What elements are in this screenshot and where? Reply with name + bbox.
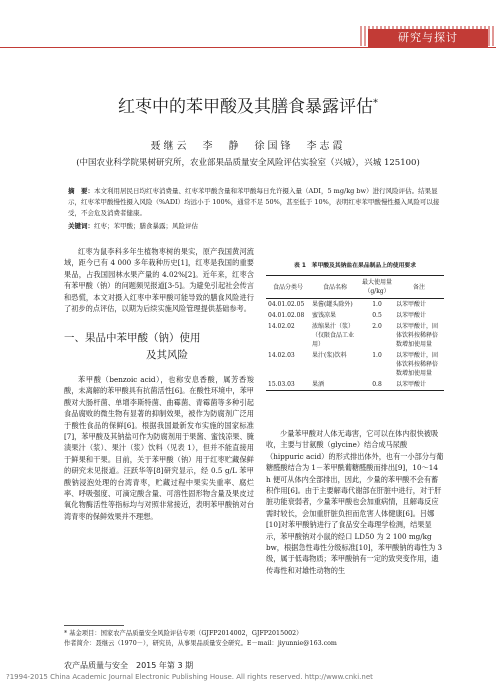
intro-paragraph: 红枣为鼠李科多年生植物枣树的果实，原产我国黄河流域，距今已有 4 000 多年栽种历史[1]，红枣是我国的重要果品，占我国园林水果产量的 4.02%[2]。近年来，红枣含有苯甲酸（钠）的问题频见报道[3-5]。为避免引起社会传言和恐慌，本文对摄入红枣中苯甲酸可能导致的膳食风险进行了初步的点评估，以期为后续实施风险管理提供基础参考。 bbox=[64, 247, 254, 314]
table-cell: 以苯甲酸计 bbox=[394, 379, 444, 391]
affiliation: (中国农业科学院果树研究所，农业部果品质量安全风险评估实验室（兴城），兴城 125100) bbox=[76, 158, 420, 168]
footnote-rule bbox=[64, 625, 124, 626]
table-cell: 以苯甲酸计，固体饮料按稀释倍数增加使用量 bbox=[396, 352, 439, 377]
authors: 聂继云 李 静 徐国锋 李志霞 bbox=[150, 141, 346, 152]
section-1-heading bbox=[64, 330, 254, 364]
table-cell: 0.8 bbox=[360, 379, 394, 391]
table-cell: 14.02.02 bbox=[268, 323, 295, 330]
journal-footer: 农产品质量与安全 2015 年第 3 期 bbox=[64, 661, 194, 670]
abstract bbox=[68, 186, 440, 219]
keywords bbox=[68, 221, 440, 230]
table-row bbox=[266, 321, 444, 350]
title-footnote-mark: * bbox=[373, 97, 378, 109]
table-header-cell: 最大使用量（g/kg） bbox=[360, 276, 394, 299]
table-cell: 04.01.02.05 bbox=[268, 301, 305, 308]
table-header-cell: 食品分类号 bbox=[266, 276, 310, 299]
table-row bbox=[266, 299, 444, 311]
table-cell: 1.0 bbox=[372, 301, 382, 308]
title-text: 红枣中的苯甲酸及其膳食暴露评估 bbox=[118, 97, 373, 117]
table-cell: 果酒 bbox=[310, 379, 360, 391]
table-cell: 15.03.03 bbox=[266, 379, 310, 391]
table-cell: 以苯甲酸计，固体饮料按稀释倍数增加使用量 bbox=[396, 323, 439, 348]
table-cell: 以苯甲酸计 bbox=[396, 312, 427, 319]
right-column-body: 少量苯甲酸对人体无毒害，它可以在体内很快被吸收，主要与甘氨酸（glycine）结合成马尿酸（hippuric acid）的形式排出体外，也有一小部分与葡糖醛酸结合为 1－苯甲酰葡糖醛酸而排出[9]，10～14 h 便可从体内全部排出，因此，少量的苯甲酸不会有蓄积作用[6]。由于主要解毒代谢部在肝脏中进行，对于肝脏功能衰弱者，少量苯甲酸也会加重病情，且解毒反应需时较长，会加重肝脏负担而危害人体健康[6]。吕娜[10]对苯甲酸钠进行了食品安全毒理学检测，结果显示，苯甲酸钠对小鼠的经口 LD50 为 2 100 mg/kg bw，根据急性毒性分级标准[10]，苯甲酸钠的毒性为 3 级，属于低毒物质；苯甲酸钠有一定的致突变作用，遗传毒性和对雄性动物的生 bbox=[266, 429, 444, 575]
table-row bbox=[266, 310, 444, 321]
table-cell: 0.5 bbox=[372, 312, 382, 319]
footnote bbox=[64, 629, 444, 649]
section-tag: 研究与探讨 bbox=[368, 29, 488, 47]
section-1-heading-line2: 及其风险 bbox=[146, 349, 188, 361]
table-cell: 蜜饯凉果 bbox=[312, 312, 337, 319]
footnote-author: 作者简介：聂继云（1970－），研究员，从事果品质量安全研究。E－mail：jiyunnie@163.com bbox=[64, 640, 337, 647]
table-row bbox=[266, 379, 444, 391]
footnote-fund: * 基金项目：国家农产品质量安全风险评估专项（GJFP2014002，GJFP2015002） bbox=[64, 630, 303, 637]
table-cell: 果酱(罐头除外) bbox=[312, 301, 353, 308]
section-1-heading-line1: 一、果品中苯甲酸（钠）使用 bbox=[64, 332, 201, 344]
table-caption: 表 1 苯甲酸及其钠盐在果品制品上的使用要求 bbox=[294, 263, 416, 269]
usage-table bbox=[266, 275, 444, 391]
table-cell: 果汁(浆)饮料 bbox=[312, 352, 347, 359]
table-header-cell: 食品名称 bbox=[310, 276, 360, 299]
keywords-label: 关键词： bbox=[68, 222, 94, 230]
table-header-cell: 备注 bbox=[394, 276, 444, 299]
table-cell: 2.0 bbox=[372, 323, 382, 330]
abstract-label: 摘 要： bbox=[68, 187, 94, 195]
abstract-text: 本文利用居民日均红枣消费量、红枣苯甲酸含量和苯甲酸每日允许摄入量（ADI，5 mg/kg bw）进行风险评估。结果显示，红枣苯甲酸慢性摄入风险（%ADI）均远小于 100%，通常不足 50%，甚至低于 10%，表明红枣苯甲酸慢性摄入风险可以接受，不会危及消费者健康。 bbox=[68, 187, 440, 217]
table-cell: 浓缩果汁（浆）（仅限食品工业用） bbox=[312, 323, 355, 348]
table-row bbox=[266, 350, 444, 379]
table-cell: 以苯甲酸计 bbox=[396, 301, 427, 308]
header-rule bbox=[0, 47, 496, 48]
paper-title bbox=[0, 92, 496, 117]
keywords-text: 红枣；苯甲酸；膳食暴露；风险评估 bbox=[94, 222, 198, 230]
cnki-watermark: ?1994-2015 China Academic Journal Electronic Publishing House. All rights reserved. http://www.cnki.net bbox=[6, 673, 373, 681]
table-cell: 1.0 bbox=[372, 352, 382, 359]
section-1-body: 苯甲酸（benzoic acid），也称安息香酸，属芳香羧酸，未离解的苯甲酸具有抗菌活性[6]。在酸性环境中，苯甲酸对大肠杆菌、单增李斯特菌、曲霉菌、青霉菌等多种引起食品腐败的微生物有显著的抑制效果，被作为防腐剂广泛用于酸性食品的保鲜[6]。根据我国最新发布实施的国家标准[7]，苯甲酸及其钠盐可作为防腐剂用于果酱、蜜饯凉果、腌渍果汁（浆）、果汁（浆）饮料（见表 1），但并不能直接用于鲜果和干果。目前，关于苯甲酸（钠）用于红枣贮藏保鲜的研究未见报道。汪跃华等[8]研究显示，经 0.5 g/L 苯甲酸钠浸泡处理的台湾青枣，贮藏过程中果实失重率、腐烂率、呼吸强度、可滴定酸含量、可溶性固形物含量及果皮过氧化物酶活性等指标均与对照非常接近，表明苯甲酸钠对台湾青枣的保鲜效果并不理想。 bbox=[64, 375, 254, 521]
table-cell: 04.01.02.08 bbox=[268, 312, 305, 319]
table-cell: 14.02.03 bbox=[268, 352, 295, 359]
table-header-row bbox=[266, 276, 444, 299]
